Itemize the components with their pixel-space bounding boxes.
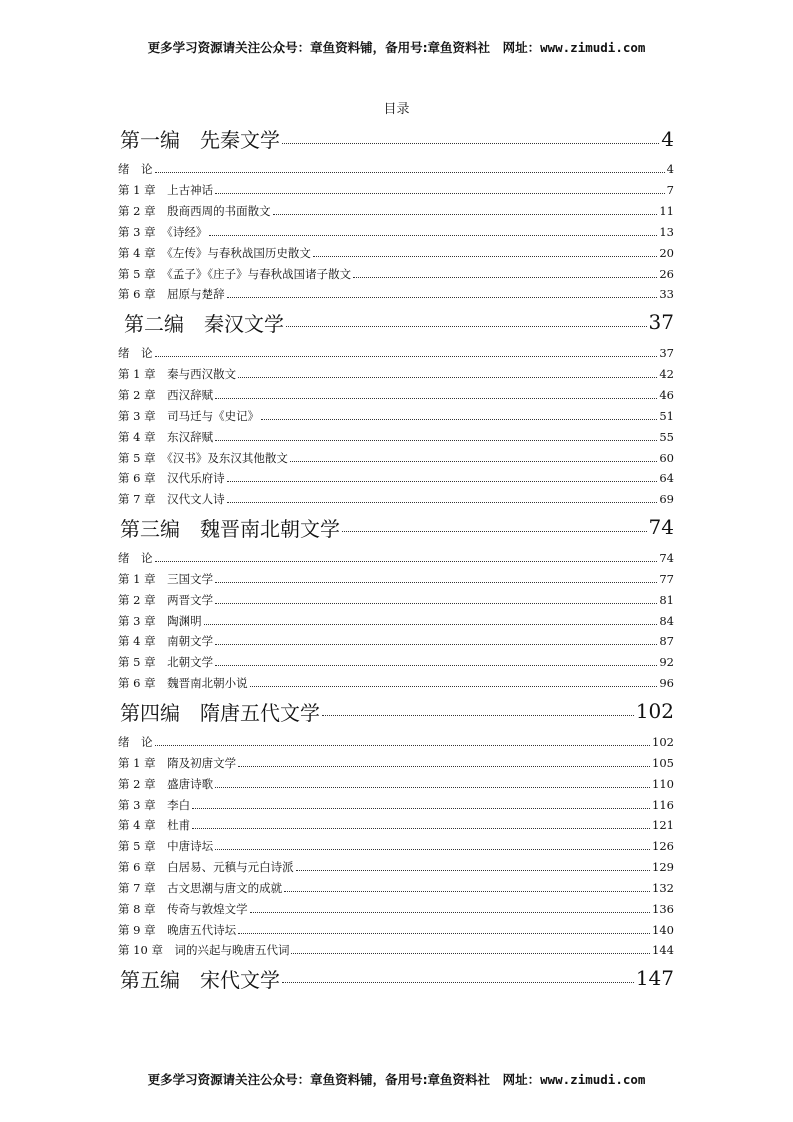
toc-entry-page-number: 92: [659, 655, 674, 670]
toc-chapter-entry[interactable]: [118, 426, 674, 447]
toc-entry-page-number: 42: [659, 367, 674, 382]
toc-entry-label: 第 6 章 魏晋南北朝小说: [118, 676, 248, 691]
dot-leader: [192, 827, 650, 829]
toc-chapter-entry[interactable]: [118, 877, 674, 898]
toc-entry-page-number: 102: [652, 734, 674, 749]
toc-entry-page-number: 74: [659, 551, 674, 566]
toc-entry-page-number: 102: [635, 699, 674, 724]
toc-entry-page-number: 4: [666, 162, 674, 177]
toc-entry-label: 第 8 章 传奇与敦煌文学: [118, 901, 248, 916]
toc-part-entry[interactable]: [118, 962, 674, 995]
toc-entry-page-number: 55: [659, 429, 674, 444]
dot-leader: [282, 981, 634, 983]
toc-entry-label: 第 4 章 南朝文学: [118, 634, 214, 649]
toc-entry-page-number: 77: [659, 571, 674, 586]
toc-part-entry[interactable]: [118, 511, 674, 544]
toc-entry-page-number: 96: [659, 676, 674, 691]
dot-leader: [215, 848, 650, 850]
toc-chapter-entry[interactable]: [118, 836, 674, 857]
toc-entry-label: 第 2 章 盛唐诗歌: [118, 776, 214, 791]
toc-entry-label: 第四编 隋唐五代文学: [120, 700, 320, 725]
header-banner: [0, 38, 793, 56]
toc-entry-label: 第一编 先秦文学: [120, 128, 280, 152]
toc-entry-label: 第 3 章 《诗经》: [118, 224, 208, 239]
toc-entry-page-number: 7: [666, 183, 674, 198]
toc-entry-page-number: 144: [652, 943, 674, 958]
toc-entry-page-number: 105: [652, 755, 674, 770]
toc-chapter-entry[interactable]: [118, 589, 674, 610]
toc-entry-page-number: 74: [648, 515, 674, 540]
toc-entry-label: 第二编 秦汉文学: [124, 311, 284, 336]
toc-entry-page-number: 140: [652, 922, 674, 937]
dot-leader: [353, 276, 657, 278]
toc-entry-label: 第三编 魏晋南北朝文学: [120, 516, 340, 541]
toc-chapter-entry[interactable]: [118, 857, 674, 878]
toc-entry-label: 第 1 章 秦与西汉散文: [118, 367, 237, 382]
toc-part-entry[interactable]: [118, 306, 674, 339]
dot-leader: [227, 296, 658, 298]
toc-entry-page-number: 147: [635, 966, 674, 991]
toc-chapter-entry[interactable]: [118, 159, 674, 180]
toc-entry-label: 第 3 章 司马迁与《史记》: [118, 408, 260, 423]
toc-entry-label: 绪 论: [118, 162, 153, 177]
toc-chapter-entry[interactable]: [118, 919, 674, 940]
toc-entry-label: 第 6 章 汉代乐府诗: [118, 471, 225, 486]
toc-entry-page-number: 60: [659, 450, 674, 465]
toc-entry-page-number: 20: [659, 245, 674, 260]
dot-leader: [227, 480, 658, 482]
dot-leader: [286, 325, 647, 327]
toc-entry-page-number: 129: [652, 860, 674, 875]
toc-entry-label: 第 10 章 词的兴起与晚唐五代词: [118, 943, 290, 958]
dot-leader: [155, 744, 651, 746]
toc-entry-page-number: 132: [652, 880, 674, 895]
toc-entry-page-number: 64: [659, 471, 674, 486]
toc-entry-label: 第 9 章 晚唐五代诗坛: [118, 922, 237, 937]
toc-chapter-entry[interactable]: [118, 385, 674, 406]
toc-chapter-entry[interactable]: [118, 201, 674, 222]
toc-entry-page-number: 37: [648, 310, 674, 335]
toc-entry-label: 第 7 章 汉代文人诗: [118, 492, 225, 507]
toc-entry-label: 第 2 章 西汉辞赋: [118, 388, 214, 403]
toc-chapter-entry[interactable]: [118, 610, 674, 631]
dot-leader: [215, 581, 657, 583]
toc-entry-page-number: 116: [652, 797, 674, 812]
dot-leader: [322, 714, 634, 716]
dot-leader: [155, 171, 665, 173]
toc-entry-page-number: 136: [652, 901, 674, 916]
toc-entry-page-number: 33: [659, 287, 674, 302]
toc-entry-page-number: 51: [659, 408, 674, 423]
dot-leader: [273, 213, 658, 215]
toc-chapter-entry[interactable]: [118, 242, 674, 263]
dot-leader: [313, 255, 657, 257]
toc-chapter-entry[interactable]: [118, 652, 674, 673]
toc-chapter-entry[interactable]: [118, 180, 674, 201]
toc-part-entry[interactable]: [118, 695, 674, 728]
dot-leader: [215, 439, 657, 441]
toc-entry-label: 第 5 章 《汉书》及东汉其他散文: [118, 450, 288, 465]
dot-leader: [215, 602, 657, 604]
toc-chapter-entry[interactable]: [118, 732, 674, 753]
toc-entry-label: 第 6 章 屈原与楚辞: [118, 287, 225, 302]
toc-entry-label: 绪 论: [118, 551, 153, 566]
toc-chapter-entry[interactable]: [118, 569, 674, 590]
toc-chapter-entry[interactable]: [118, 343, 674, 364]
toc-chapter-entry[interactable]: [118, 222, 674, 243]
toc-entry-label: 第 6 章 白居易、元稹与元白诗派: [118, 860, 294, 875]
dot-leader: [215, 397, 657, 399]
toc-entry-label: 第 3 章 陶渊明: [118, 613, 202, 628]
toc-chapter-entry[interactable]: [118, 263, 674, 284]
dot-leader: [215, 643, 657, 645]
toc-entry-page-number: 87: [659, 634, 674, 649]
toc-chapter-entry[interactable]: [118, 631, 674, 652]
toc-entry-label: 第 5 章 北朝文学: [118, 655, 214, 670]
toc-part-entry[interactable]: [118, 122, 674, 155]
dot-leader: [250, 911, 650, 913]
toc-entry-label: 第 1 章 三国文学: [118, 571, 214, 586]
dot-leader: [204, 623, 658, 625]
toc-entry-page-number: 110: [652, 776, 674, 791]
toc-entry-label: 绪 论: [118, 346, 153, 361]
toc-entry-page-number: 46: [659, 388, 674, 403]
toc-entry-label: 第 1 章 隋及初唐文学: [118, 755, 237, 770]
toc-entry-label: 第 5 章 中唐诗坛: [118, 839, 214, 854]
footer-banner-url[interactable]: www.zimudi.com: [540, 1072, 646, 1087]
toc-entry-page-number: 13: [659, 224, 674, 239]
dot-leader: [238, 765, 650, 767]
toc-chapter-entry[interactable]: [118, 447, 674, 468]
toc-chapter-entry[interactable]: [118, 489, 674, 510]
dot-leader: [342, 530, 647, 532]
footer-banner-text: 更多学习资源请关注公众号：章鱼资料铺，备用号:章鱼资料社 网址：: [147, 1072, 541, 1087]
toc-entry-label: 第 4 章 东汉辞赋: [118, 429, 214, 444]
toc-chapter-entry[interactable]: [118, 940, 674, 961]
dot-leader: [155, 560, 658, 562]
toc-entry-label: 第 4 章 《左传》与春秋战国历史散文: [118, 245, 311, 260]
toc-entry-label: 第五编 宋代文学: [120, 967, 280, 992]
toc-chapter-entry[interactable]: [118, 898, 674, 919]
toc-entry-page-number: 81: [659, 592, 674, 607]
dot-leader: [250, 685, 658, 687]
table-of-contents: [118, 122, 674, 999]
dot-leader: [215, 192, 665, 194]
toc-entry-page-number: 37: [659, 346, 674, 361]
dot-leader: [209, 234, 657, 236]
toc-entry-page-number: 26: [659, 266, 674, 281]
dot-leader: [238, 376, 657, 378]
dot-leader: [261, 418, 657, 420]
footer-banner: [0, 1070, 793, 1088]
toc-entry-page-number: 69: [659, 492, 674, 507]
dot-leader: [155, 355, 658, 357]
toc-entry-label: 第 3 章 李白: [118, 797, 191, 812]
dot-leader: [296, 869, 650, 871]
toc-chapter-entry[interactable]: [118, 364, 674, 385]
dot-leader: [290, 460, 657, 462]
toc-entry-label: 第 7 章 古文思潮与唐文的成就: [118, 880, 283, 895]
toc-chapter-entry[interactable]: [118, 284, 674, 305]
toc-entry-page-number: 126: [652, 839, 674, 854]
dot-leader: [215, 664, 657, 666]
toc-chapter-entry[interactable]: [118, 752, 674, 773]
toc-entry-label: 第 2 章 殷商西周的书面散文: [118, 204, 271, 219]
dot-leader: [291, 952, 650, 954]
toc-entry-label: 第 5 章 《孟子》《庄子》与春秋战国诸子散文: [118, 266, 352, 281]
toc-chapter-entry[interactable]: [118, 773, 674, 794]
toc-entry-label: 绪 论: [118, 734, 153, 749]
dot-leader: [282, 142, 659, 144]
toc-chapter-entry[interactable]: [118, 794, 674, 815]
dot-leader: [227, 501, 658, 503]
toc-chapter-entry[interactable]: [118, 815, 674, 836]
dot-leader: [238, 932, 650, 934]
toc-entry-page-number: 4: [661, 126, 674, 151]
toc-entry-page-number: 121: [652, 818, 674, 833]
header-banner-text: 更多学习资源请关注公众号：章鱼资料铺，备用号:章鱼资料社 网址：: [147, 40, 541, 55]
dot-leader: [192, 807, 650, 809]
toc-chapter-entry[interactable]: [118, 405, 674, 426]
header-banner-url[interactable]: www.zimudi.com: [540, 40, 646, 55]
toc-chapter-entry[interactable]: [118, 548, 674, 569]
toc-chapter-entry[interactable]: [118, 673, 674, 694]
toc-entry-page-number: 84: [659, 613, 674, 628]
toc-entry-label: 第 4 章 杜甫: [118, 818, 191, 833]
dot-leader: [284, 890, 650, 892]
toc-entry-label: 第 2 章 两晋文学: [118, 592, 214, 607]
dot-leader: [215, 786, 650, 788]
toc-entry-label: 第 1 章 上古神话: [118, 183, 214, 198]
toc-title: 目录: [383, 102, 410, 117]
toc-chapter-entry[interactable]: [118, 468, 674, 489]
toc-entry-page-number: 11: [659, 204, 674, 219]
